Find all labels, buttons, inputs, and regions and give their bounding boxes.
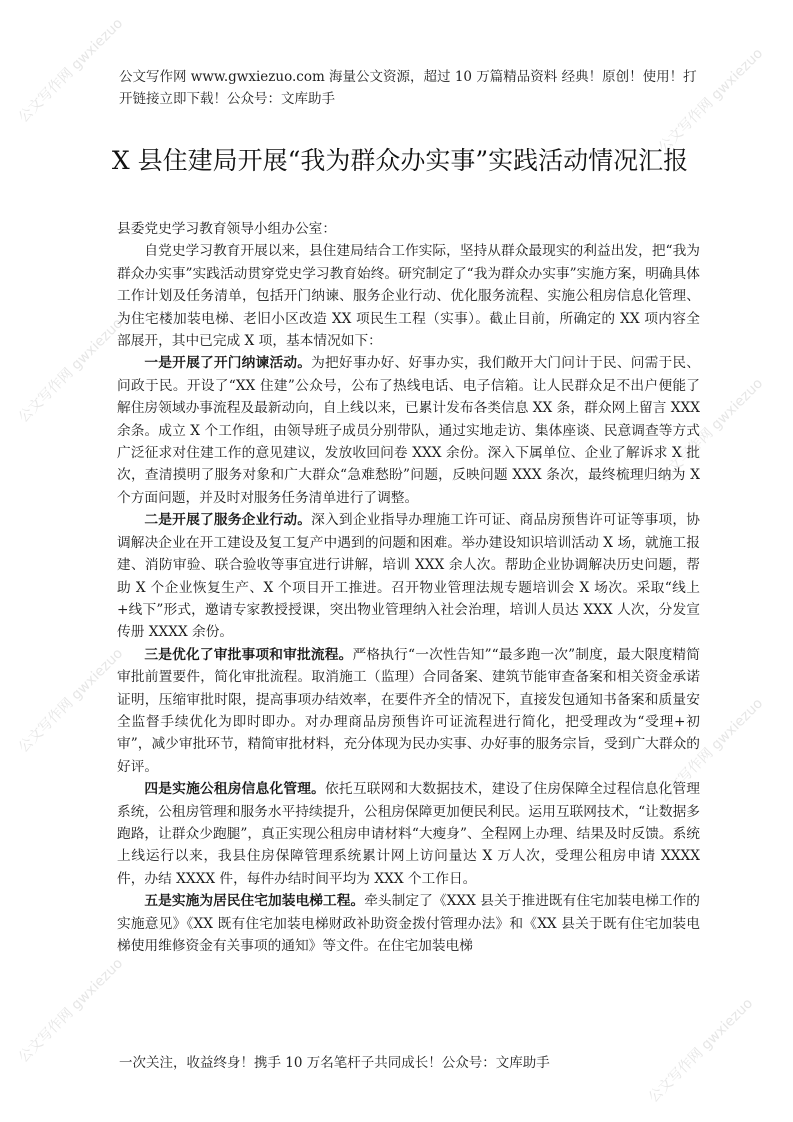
section-text: 严格执行“一次性告知”“最多跑一次”制度，最大限度精简审批前置要件，简化审批流程。取消施工（监理）合同备案、建筑节能审查备案和相关资金承诺证明，压缩审批时限，提高事项办结效率，在要件齐全的情况下，直接发包通知书备案和质量安全监督手续优化为即时即办。对办理商品房预售许可证流程进行简化，把受理改为“受理+初审”，减少审批环节，精简审批材料，充分体现为民办实事、办好事的服务宗旨，受到广大群众的好评。 <box>117 646 700 775</box>
watermark: 公文写作网 gwxiezuo <box>655 375 767 486</box>
salutation: 县委党史学习教育领导小组办公室： <box>117 221 337 237</box>
section-lead: 二是开展了服务企业行动。 <box>144 512 312 529</box>
watermark: 公文写作网 gwxiezuo <box>655 45 767 156</box>
section-text: 深入到企业指导办理施工许可证、商品房预售许可证等事项，协调解决企业在开工建设及复工复产中遇到的问题和困难。举办建设知识培训活动 X 场，就施工报建、消防审验、联合验收等事宜进行讲解，培训 XXX 余人次。帮助企业协调解决历史问题，帮助 X 个企业恢复生产、X 个项目开工推进。召开物业管理法规专题培训会 X 场次。采取“线上+线下”形式，邀请专家教授授课，突出物业管理纳入社会治理，培训人员达 XXX 人次，分发宣传册 XXXX 余份。 <box>117 512 700 641</box>
section-text: 牵头制定了《XXX 县关于推进既有住宅加装电梯工作的实施意见》《XX 既有住宅加装电梯财政补助资金拨付管理办法》和《XX 县关于既有住宅加装电梯使用维修资金有关事项的通知》等文件。在住宅加装电梯 <box>117 893 700 954</box>
footer-note: 一次关注，收益终身！携手 10 万名笔杆子共同成长！公众号：文库助手 <box>119 1055 550 1071</box>
section-paragraph <box>117 352 700 509</box>
section-text: 为把好事办好、好事办实，我们敞开大门问计于民、问需于民、问政于民。开设了“XX 住建”公众号，公布了热线电话、电子信箱。让人民群众足不出户便能了解住房领域办事流程及最新动向，自上线以来，已累计发布各类信息 XX 条，群众网上留言 XXX 余条。成立 X 个工作组，由领导班子成员分别带队，通过实地走访、集体座谈、民意调查等方式广泛征求对住建工作的意见建议，发放收回问卷 XXX 余份。深入下属单位、企业了解诉求 X 批次，查清摸明了服务对象和广大群众“急难愁盼”问题，反映问题 XXX 条次，最终梳理归纳为 X 个方面问题，并及时对服务任务清单进行了调整。 <box>117 355 700 506</box>
header-note: 公文写作网 www.gwxiezuo.com 海量公文资源，超过 10 万篇精品资料 经典！原创！使用！打开链接立即下载！公众号：文库助手 <box>119 69 697 107</box>
section-lead: 三是优化了审批事项和审批流程。 <box>144 646 353 663</box>
watermark: 公文写作网 gwxiezuo <box>15 15 127 126</box>
watermark: 公文写作网 gwxiezuo <box>15 645 127 756</box>
watermark: 公文写作网 gwxiezuo <box>645 995 757 1106</box>
section-lead: 四是实施公租房信息化管理。 <box>144 781 326 798</box>
section-paragraph <box>117 890 700 957</box>
document-body <box>117 218 700 957</box>
section-paragraph <box>117 644 700 778</box>
section-paragraph <box>117 509 700 643</box>
section-text: 依托互联网和大数据技术，建设了住房保障全过程信息化管理系统，公租房管理和服务水平持续提升，公租房保障更加便民利民。运用互联网技术，“让数据多跑路，让群众少跑腿”，真正实现公租房申请材料“大瘦身”、全程网上办理、结果及时反馈。系统上线运行以来，我县住房保障管理系统累计网上访问量达 X 万人次，受理公租房申请 XXXX 件，办结 XXXX 件，每件办结时间平均为 XXX 个工作日。 <box>117 781 700 887</box>
watermark: 公文写作网 gwxiezuo <box>15 315 127 426</box>
section-lead: 五是实施为居民住宅加装电梯工程。 <box>144 893 365 910</box>
watermark: 公文写作网 gwxiezuo <box>15 955 127 1066</box>
intro-paragraph: 自党史学习教育开展以来，县住建局结合工作实际，坚持从群众最现实的利益出发，把“我为群众办实事”实践活动贯穿党史学习教育始终。研究制定了“我为群众办实事”实施方案，明确具体工作计划及任务清单，包括开门纳谏、服务企业行动、优化服务流程、实施公租房信息化管理、为住宅楼加装电梯、老旧小区改造 XX 项民生工程（实事）。截止目前，所确定的 XX 项内容全部展开，其中已完成 X 项，基本情况如下： <box>117 243 700 350</box>
section-paragraph <box>117 778 700 890</box>
watermark: 公文写作网 gwxiezuo <box>655 695 767 806</box>
section-lead: 一是开展了开门纳谏活动。 <box>144 355 312 372</box>
document-title: X 县住建局开展“我为群众办实事”实践活动情况汇报 <box>111 146 689 175</box>
